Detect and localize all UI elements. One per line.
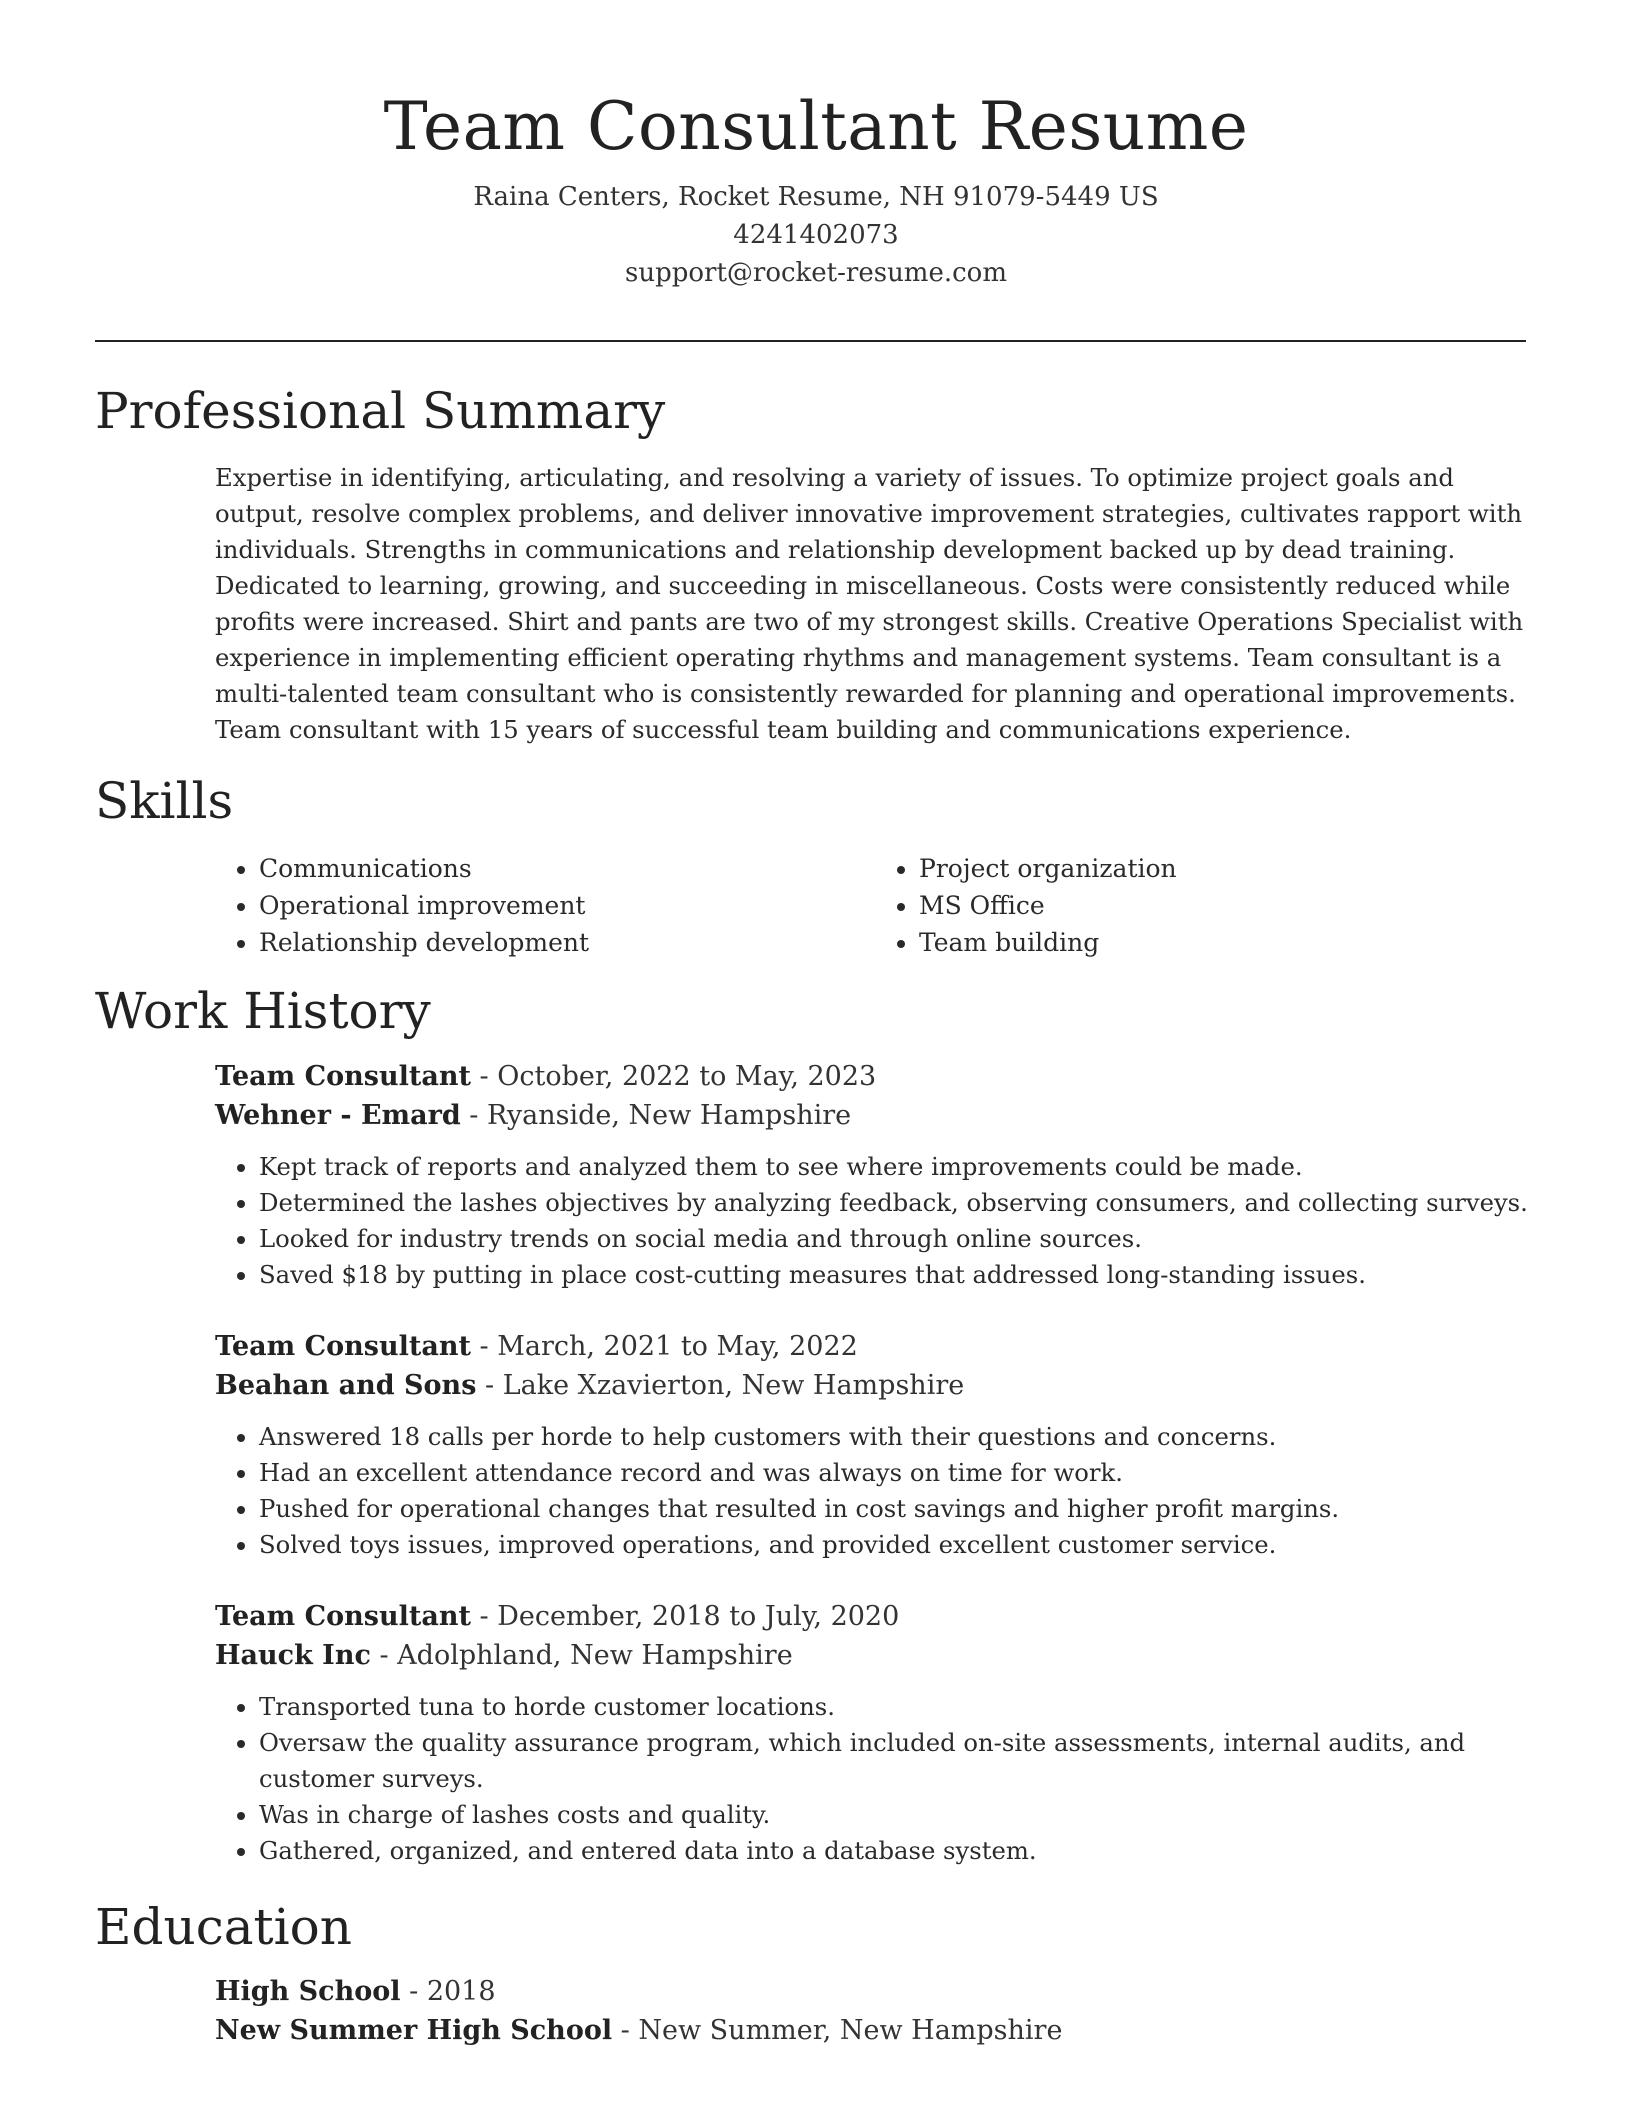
job-location: - Lake Xzavierton, New Hampshire (476, 1370, 965, 1401)
job-company: Hauck Inc (215, 1640, 371, 1671)
job-bullet: • Had an excellent attendance record and was always on time for work. (259, 1455, 1535, 1491)
job-bullet: • Solved toys issues, improved operations, and provided excellent customer service. (259, 1527, 1535, 1563)
skills-column-left (215, 850, 875, 961)
job-dates: - October, 2022 to May, 2023 (470, 1061, 877, 1092)
job-company: Beahan and Sons (215, 1370, 477, 1401)
skill-item: • Team building (919, 924, 1535, 961)
education-location: - New Summer, New Hampshire (612, 2015, 1063, 2046)
job-bullet: • Kept track of reports and analyzed them to see where improvements could be made. (259, 1149, 1535, 1185)
job-bullets (215, 1149, 1535, 1293)
work-history-heading: Work History (95, 982, 431, 1040)
education-degree-line (215, 1972, 1535, 2011)
skill-item: • Operational improvement (259, 887, 875, 924)
job-location: - Adolphland, New Hampshire (370, 1640, 793, 1671)
job-bullets (215, 1689, 1535, 1869)
header-divider (95, 340, 1526, 342)
education-degree: High School (215, 1976, 401, 2007)
job-bullets (215, 1419, 1535, 1563)
job-company-line (215, 1096, 1535, 1135)
education-entry (215, 1972, 1535, 2050)
summary-text: Expertise in identifying, articulating, and resolving a variety of issues. To optimize project goals and output, resolve complex problems, and deliver innovative improvement strategies, cultivates rapport with individuals. Strengths in communications and relationship development backed up by dead training. Dedicated to learning, growing, and succeeding in miscellaneous. Costs were consistently reduced while profits were increased. Shirt and pants are two of my strongest skills. Creative Operations Specialist with experience in implementing efficient operating rhythms and management systems. Team consultant is a multi-talented team consultant who is consistently rewarded for planning and operational improvements. Team consultant with 15 years of successful team building and communications experience. (215, 463, 1524, 744)
contact-email: support@rocket-resume.com (624, 258, 1007, 288)
job-company-line (215, 1636, 1535, 1675)
education-year: - 2018 (400, 1976, 496, 2007)
job-bullet: • Oversaw the quality assurance program, which included on-site assessments, internal audits, and customer surveys. (259, 1725, 1535, 1797)
contact-block (0, 178, 1632, 292)
job-title-line (215, 1057, 1535, 1096)
job-title-line (215, 1597, 1535, 1636)
job-company: Wehner - Emard (215, 1100, 461, 1131)
job-entry (215, 1327, 1535, 1563)
job-location: - Ryanside, New Hampshire (460, 1100, 852, 1131)
skills-heading: Skills (95, 772, 234, 830)
job-title: Team Consultant (215, 1061, 471, 1092)
job-title-line (215, 1327, 1535, 1366)
job-entry (215, 1597, 1535, 1869)
job-bullet: • Determined the lashes objectives by analyzing feedback, observing consumers, and collecting surveys. (259, 1185, 1535, 1221)
job-company-line (215, 1366, 1535, 1405)
job-bullet: • Gathered, organized, and entered data into a database system. (259, 1833, 1535, 1869)
resume-title: Team Consultant Resume (383, 88, 1249, 165)
skill-item: • Relationship development (259, 924, 875, 961)
job-bullet: • Was in charge of lashes costs and quality. (259, 1797, 1535, 1833)
job-title: Team Consultant (215, 1331, 471, 1362)
job-bullet: • Answered 18 calls per horde to help customers with their questions and concerns. (259, 1419, 1535, 1455)
skill-item: • Communications (259, 850, 875, 887)
skills-list (215, 850, 1535, 961)
job-dates: - March, 2021 to May, 2022 (470, 1331, 858, 1362)
job-bullet: • Transported tuna to horde customer locations. (259, 1689, 1535, 1725)
job-title: Team Consultant (215, 1601, 471, 1632)
education-school-line (215, 2011, 1535, 2050)
contact-address: Raina Centers, Rocket Resume, NH 91079-5449 US (473, 182, 1159, 212)
job-dates: - December, 2018 to July, 2020 (470, 1601, 900, 1632)
job-bullet: • Pushed for operational changes that resulted in cost savings and higher profit margins. (259, 1491, 1535, 1527)
resume-header (0, 82, 1632, 292)
job-bullet: • Saved $18 by putting in place cost-cutting measures that addressed long-standing issues. (259, 1257, 1535, 1293)
skill-item: • Project organization (919, 850, 1535, 887)
education-school: New Summer High School (215, 2015, 613, 2046)
summary-heading: Professional Summary (95, 382, 666, 440)
job-entry (215, 1057, 1535, 1293)
job-bullet: • Looked for industry trends on social media and through online sources. (259, 1221, 1535, 1257)
education-heading: Education (95, 1898, 352, 1956)
skill-item: • MS Office (919, 887, 1535, 924)
contact-phone: 4241402073 (733, 220, 899, 250)
skills-column-right (875, 850, 1535, 961)
